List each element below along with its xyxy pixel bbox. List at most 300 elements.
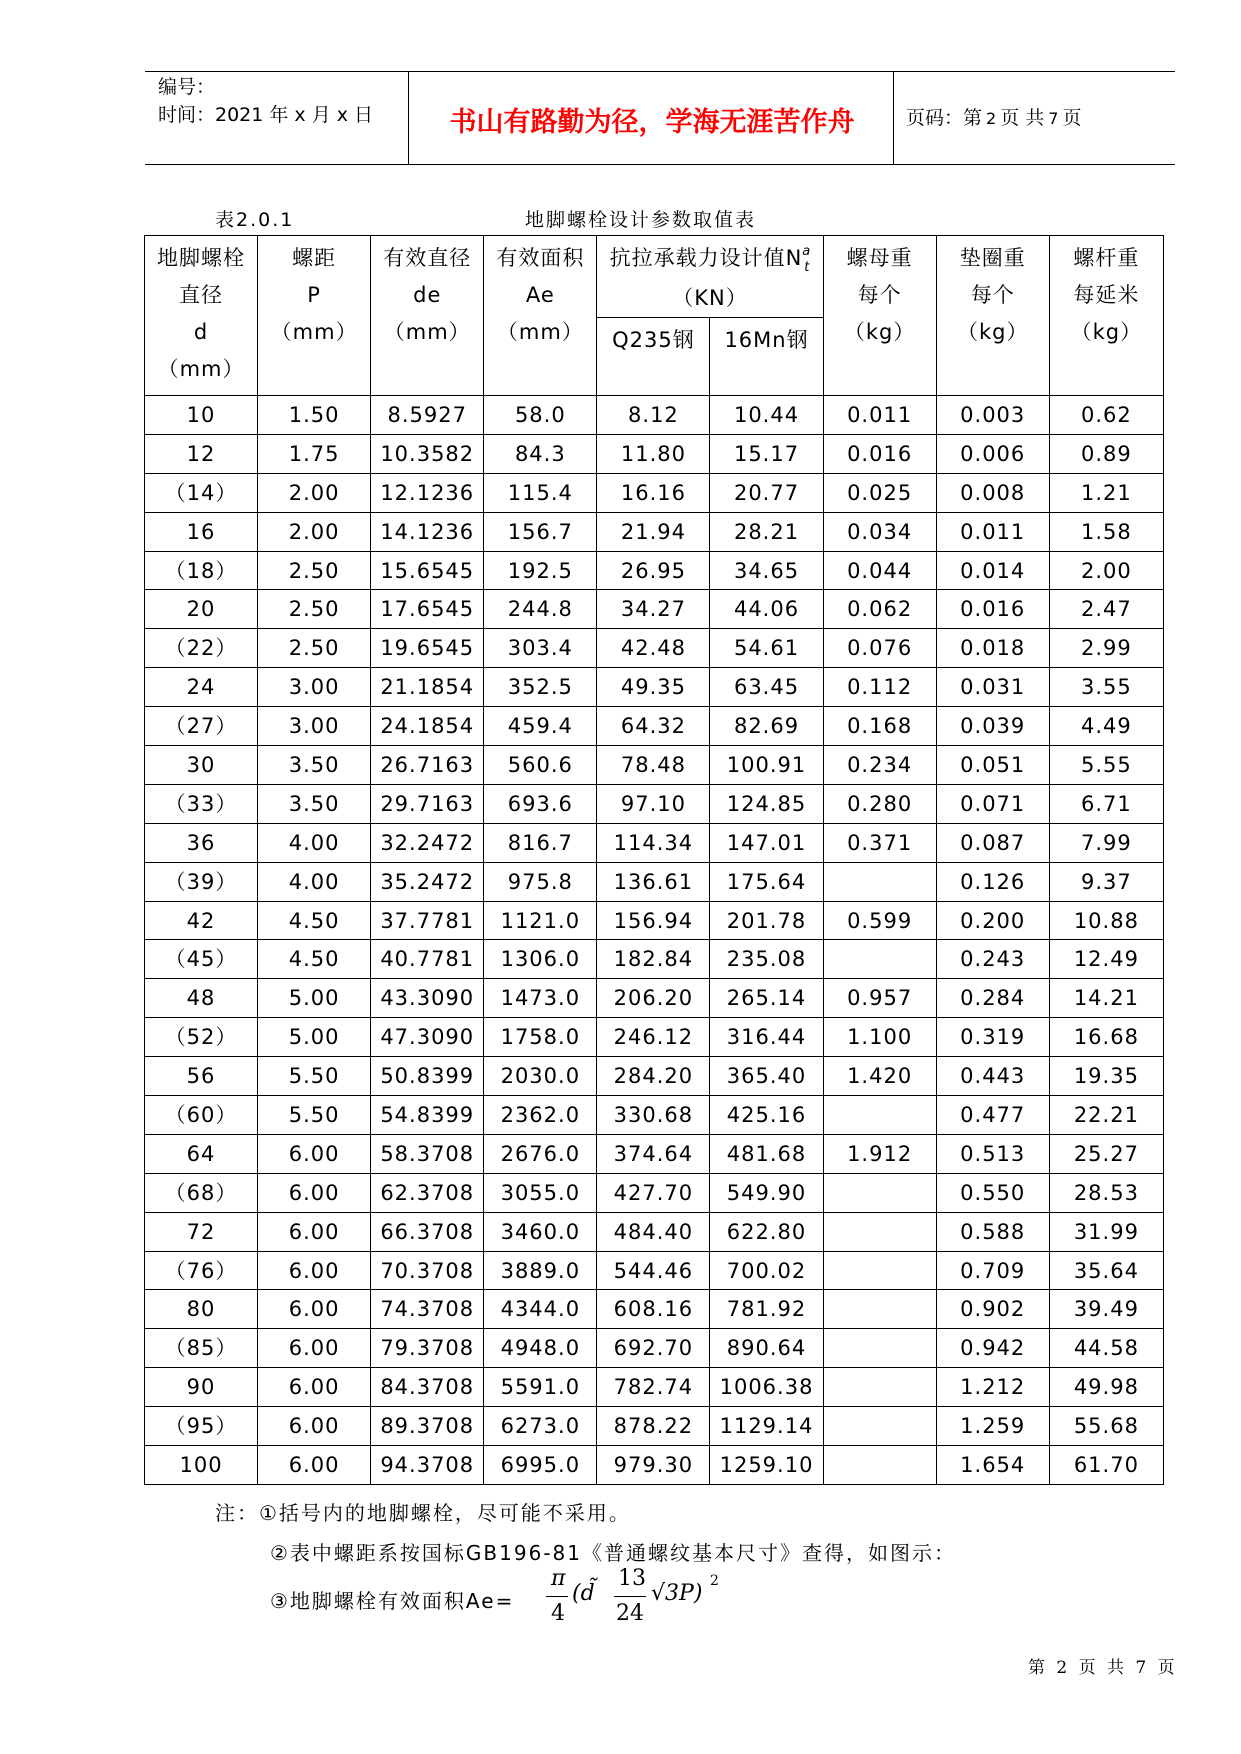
table-cell: 8.5927 <box>371 396 484 435</box>
table-cell: 365.40 <box>710 1057 823 1096</box>
table-row <box>145 1057 1164 1096</box>
table-cell: 0.112 <box>823 668 936 707</box>
page-footer: 第 2 页 共 7 页 <box>1028 1658 1178 1678</box>
table-cell: 49.35 <box>597 668 710 707</box>
table-row <box>145 979 1164 1018</box>
table-cell: 0.902 <box>936 1290 1049 1329</box>
table-cell: 54.61 <box>710 629 823 668</box>
table-cell: 11.80 <box>597 434 710 473</box>
table-cell: 5.55 <box>1049 746 1163 785</box>
header-bottom-rule <box>145 164 1175 165</box>
table-row <box>145 590 1164 629</box>
table-cell: 56 <box>145 1057 258 1096</box>
table-cell: 459.4 <box>484 707 597 746</box>
table-cell: 0.234 <box>823 746 936 785</box>
table-cell: 20.77 <box>710 473 823 512</box>
table-cell: 6.00 <box>258 1407 371 1446</box>
page-mid: 页 共 <box>1000 107 1045 129</box>
table-cell: 62.3708 <box>371 1173 484 1212</box>
table-cell: 15.17 <box>710 434 823 473</box>
table-cell: 700.02 <box>710 1251 823 1290</box>
table-row <box>145 1290 1164 1329</box>
table-cell: 90 <box>145 1368 258 1407</box>
table-cell <box>823 862 936 901</box>
page-prefix: 页码：第 <box>906 107 983 129</box>
table-cell: 10.44 <box>710 396 823 435</box>
table-cell: 100 <box>145 1446 258 1485</box>
table-cell: 6.00 <box>258 1134 371 1173</box>
table-cell: 425.16 <box>710 1096 823 1135</box>
table-row <box>145 1134 1164 1173</box>
table-cell: 1.100 <box>823 1018 936 1057</box>
table-cell: 24 <box>145 668 258 707</box>
note-3: ③地脚螺栓有效面积Ae= <box>270 1589 515 1613</box>
table-cell: 58.3708 <box>371 1134 484 1173</box>
table-cell: 14.1236 <box>371 512 484 551</box>
table-cell <box>823 1212 936 1251</box>
table-cell: 42 <box>145 901 258 940</box>
table-cell: 7.99 <box>1049 823 1163 862</box>
table-cell: 0.942 <box>936 1329 1049 1368</box>
table-row <box>145 396 1164 435</box>
table-cell: 3055.0 <box>484 1173 597 1212</box>
table-cell: 0.014 <box>936 551 1049 590</box>
table-cell: 0.051 <box>936 746 1049 785</box>
table-cell: 66.3708 <box>371 1212 484 1251</box>
table-cell: 49.98 <box>1049 1368 1163 1407</box>
table-cell: 0.319 <box>936 1018 1049 1057</box>
table-cell: 40.7781 <box>371 940 484 979</box>
table-row <box>145 1096 1164 1135</box>
table-cell <box>823 1329 936 1368</box>
table-row <box>145 1329 1164 1368</box>
table-cell: 28.21 <box>710 512 823 551</box>
formula-pi: π <box>551 1566 566 1591</box>
formula-square: 2 <box>710 1573 719 1589</box>
table-cell: 5591.0 <box>484 1368 597 1407</box>
table-cell: 100.91 <box>710 746 823 785</box>
table-cell <box>823 1251 936 1290</box>
table-cell: 878.22 <box>597 1407 710 1446</box>
table-row <box>145 1368 1164 1407</box>
table-cell: 622.80 <box>710 1212 823 1251</box>
table-cell: 2.50 <box>258 551 371 590</box>
table-cell: 31.99 <box>1049 1212 1163 1251</box>
page-current: 2 <box>986 109 997 128</box>
table-cell: 72 <box>145 1212 258 1251</box>
table-cell: 37.7781 <box>371 901 484 940</box>
table-cell: 32.2472 <box>371 823 484 862</box>
tensile-superscript: a <box>802 244 812 259</box>
table-cell: 352.5 <box>484 668 597 707</box>
table-cell: 427.70 <box>597 1173 710 1212</box>
table-cell <box>823 1446 936 1485</box>
table-cell: 4948.0 <box>484 1329 597 1368</box>
header-effective-diameter: 有效直径 de （mm） <box>371 236 484 396</box>
table-row <box>145 551 1164 590</box>
table-cell: 303.4 <box>484 629 597 668</box>
table-cell: 147.01 <box>710 823 823 862</box>
table-cell: 1121.0 <box>484 901 597 940</box>
table-cell: 115.4 <box>484 473 597 512</box>
table-cell: 19.35 <box>1049 1057 1163 1096</box>
table-cell: 2.00 <box>258 473 371 512</box>
table-row <box>145 1407 1164 1446</box>
table-cell: 61.70 <box>1049 1446 1163 1485</box>
table-cell: 89.3708 <box>371 1407 484 1446</box>
table-cell: 4.00 <box>258 823 371 862</box>
header-pitch: 螺距 P （mm） <box>258 236 371 396</box>
table-cell: 484.40 <box>597 1212 710 1251</box>
table-cell: （60） <box>145 1096 258 1135</box>
table-cell: 0.016 <box>936 590 1049 629</box>
formula-fraction-bar-2 <box>614 1596 646 1597</box>
table-cell: 36 <box>145 823 258 862</box>
table-cell: 3.55 <box>1049 668 1163 707</box>
table-cell: 6.00 <box>258 1446 371 1485</box>
table-row <box>145 901 1164 940</box>
table-cell: 6.00 <box>258 1212 371 1251</box>
table-cell: 6.71 <box>1049 784 1163 823</box>
table-cell: 1.75 <box>258 434 371 473</box>
table-cell: 2.50 <box>258 590 371 629</box>
table-cell: 192.5 <box>484 551 597 590</box>
table-cell: 63.45 <box>710 668 823 707</box>
table-cell: 1.50 <box>258 396 371 435</box>
table-cell: （39） <box>145 862 258 901</box>
table-cell: 79.3708 <box>371 1329 484 1368</box>
table-cell: 0.957 <box>823 979 936 1018</box>
table-cell: 6.00 <box>258 1329 371 1368</box>
table-cell: 0.200 <box>936 901 1049 940</box>
table-cell <box>823 1368 936 1407</box>
table-cell: （27） <box>145 707 258 746</box>
table-cell: 39.49 <box>1049 1290 1163 1329</box>
table-cell: 0.168 <box>823 707 936 746</box>
table-cell: 19.6545 <box>371 629 484 668</box>
table-cell: 78.48 <box>597 746 710 785</box>
table-row <box>145 473 1164 512</box>
table-cell: 235.08 <box>710 940 823 979</box>
header-diameter: 地脚螺栓 直径 d （mm） <box>145 236 258 396</box>
table-cell: 0.284 <box>936 979 1049 1018</box>
table-row <box>145 512 1164 551</box>
table-cell: 30 <box>145 746 258 785</box>
table-cell: （14） <box>145 473 258 512</box>
table-cell: 29.7163 <box>371 784 484 823</box>
table-cell: 0.62 <box>1049 396 1163 435</box>
header-rod-weight: 螺杆重 每延米 （kg） <box>1049 236 1163 396</box>
table-cell: 0.034 <box>823 512 936 551</box>
header-washer-weight: 垫圈重 每个 （kg） <box>936 236 1049 396</box>
table-cell: 0.011 <box>823 396 936 435</box>
header-page-indicator <box>906 103 1081 130</box>
table-cell: 316.44 <box>710 1018 823 1057</box>
table-cell: 0.003 <box>936 396 1049 435</box>
table-cell: （85） <box>145 1329 258 1368</box>
table-cell: 47.3090 <box>371 1018 484 1057</box>
page-total: 7 <box>1048 109 1059 128</box>
table-cell: 0.371 <box>823 823 936 862</box>
table-cell: 12 <box>145 434 258 473</box>
table-cell: 34.65 <box>710 551 823 590</box>
header-divider-right <box>893 71 894 165</box>
table-cell: 0.031 <box>936 668 1049 707</box>
table-row <box>145 629 1164 668</box>
table-cell: 2.47 <box>1049 590 1163 629</box>
table-cell: 0.008 <box>936 473 1049 512</box>
table-cell: 28.53 <box>1049 1173 1163 1212</box>
table-cell: 1.58 <box>1049 512 1163 551</box>
table-cell: 0.011 <box>936 512 1049 551</box>
table-cell: 17.6545 <box>371 590 484 629</box>
table-cell: 374.64 <box>597 1134 710 1173</box>
table-cell: 6.00 <box>258 1368 371 1407</box>
table-cell: 2362.0 <box>484 1096 597 1135</box>
formula-open: (d̃ <box>572 1581 595 1606</box>
table-cell: 0.062 <box>823 590 936 629</box>
table-cell: 21.94 <box>597 512 710 551</box>
table-cell: 6.00 <box>258 1290 371 1329</box>
document-number-label: 编号： <box>158 76 216 98</box>
table-cell: 44.06 <box>710 590 823 629</box>
table-cell: 24.1854 <box>371 707 484 746</box>
table-row <box>145 668 1164 707</box>
table-cell: 1.420 <box>823 1057 936 1096</box>
table-row <box>145 784 1164 823</box>
table-cell: 0.89 <box>1049 434 1163 473</box>
table-cell: 5.50 <box>258 1057 371 1096</box>
table-cell: 0.039 <box>936 707 1049 746</box>
table-cell: 2.99 <box>1049 629 1163 668</box>
table-row <box>145 707 1164 746</box>
table-cell: 979.30 <box>597 1446 710 1485</box>
table-cell: 35.2472 <box>371 862 484 901</box>
table-cell: 1.654 <box>936 1446 1049 1485</box>
table-cell: 9.37 <box>1049 862 1163 901</box>
table-row <box>145 434 1164 473</box>
table-cell: （33） <box>145 784 258 823</box>
header-effective-area: 有效面积 Ae （mm） <box>484 236 597 396</box>
table-row <box>145 1212 1164 1251</box>
table-cell: 175.64 <box>710 862 823 901</box>
table-number: 表2.0.1 <box>215 209 295 231</box>
table-cell: 608.16 <box>597 1290 710 1329</box>
table-cell: 70.3708 <box>371 1251 484 1290</box>
table-cell: 560.6 <box>484 746 597 785</box>
table-cell: 782.74 <box>597 1368 710 1407</box>
table-row <box>145 1446 1164 1485</box>
table-row <box>145 1251 1164 1290</box>
table-cell: 1129.14 <box>710 1407 823 1446</box>
table-cell: 1473.0 <box>484 979 597 1018</box>
table-cell: 0.044 <box>823 551 936 590</box>
table-cell: 50.8399 <box>371 1057 484 1096</box>
table-cell: 82.69 <box>710 707 823 746</box>
table-cell: 693.6 <box>484 784 597 823</box>
table-cell: 54.8399 <box>371 1096 484 1135</box>
table-cell: 21.1854 <box>371 668 484 707</box>
table-cell: 4.50 <box>258 940 371 979</box>
table-cell: 692.70 <box>597 1329 710 1368</box>
table-cell: 0.599 <box>823 901 936 940</box>
table-cell: 975.8 <box>484 862 597 901</box>
table-cell: 16.16 <box>597 473 710 512</box>
table-cell: （18） <box>145 551 258 590</box>
table-cell: 26.95 <box>597 551 710 590</box>
table-cell: 206.20 <box>597 979 710 1018</box>
table-cell: 3.50 <box>258 784 371 823</box>
formula-thirteen: 13 <box>618 1566 646 1591</box>
table-cell: 16 <box>145 512 258 551</box>
table-cell: 35.64 <box>1049 1251 1163 1290</box>
table-cell: 1006.38 <box>710 1368 823 1407</box>
table-cell: 1306.0 <box>484 940 597 979</box>
table-cell: 1.259 <box>936 1407 1049 1446</box>
table-row <box>145 862 1164 901</box>
table-cell: 3.00 <box>258 668 371 707</box>
table-cell: 58.0 <box>484 396 597 435</box>
table-cell: 15.6545 <box>371 551 484 590</box>
table-cell: （76） <box>145 1251 258 1290</box>
table-cell: 44.58 <box>1049 1329 1163 1368</box>
table-cell: 0.477 <box>936 1096 1049 1135</box>
table-cell: 265.14 <box>710 979 823 1018</box>
table-cell: 12.49 <box>1049 940 1163 979</box>
formula-twentyfour: 24 <box>616 1601 644 1626</box>
table-cell: 80 <box>145 1290 258 1329</box>
table-cell: （52） <box>145 1018 258 1057</box>
table-cell: 156.94 <box>597 901 710 940</box>
table-cell: 42.48 <box>597 629 710 668</box>
table-cell: 890.64 <box>710 1329 823 1368</box>
table-cell: 1.21 <box>1049 473 1163 512</box>
header-motto: 书山有路勤为径，学海无涯苦作舟 <box>449 107 855 138</box>
table-cell: 0.016 <box>823 434 936 473</box>
table-cell <box>823 940 936 979</box>
note-2: ②表中螺距系按国标GB196-81《普通螺纹基本尺寸》查得，如图示： <box>270 1541 956 1565</box>
table-cell: 97.10 <box>597 784 710 823</box>
table-cell: 4.00 <box>258 862 371 901</box>
table-cell <box>823 1173 936 1212</box>
table-cell: 114.34 <box>597 823 710 862</box>
page-suffix: 页 <box>1062 107 1082 129</box>
header-tensile-capacity: 抗拉承载力设计值$N^a_t$ （KN） <box>597 236 823 318</box>
table-cell: 84.3708 <box>371 1368 484 1407</box>
header-divider-left <box>408 71 409 165</box>
table-cell: 6.00 <box>258 1173 371 1212</box>
table-cell: 10.3582 <box>371 434 484 473</box>
table-cell: 5.00 <box>258 1018 371 1057</box>
table-cell: 3889.0 <box>484 1251 597 1290</box>
table-cell: 0.071 <box>936 784 1049 823</box>
table-cell: 0.087 <box>936 823 1049 862</box>
table-row <box>145 746 1164 785</box>
table-cell: 3460.0 <box>484 1212 597 1251</box>
table-cell: 25.27 <box>1049 1134 1163 1173</box>
header-info <box>158 73 373 129</box>
table-cell: 55.68 <box>1049 1407 1163 1446</box>
table-cell: 6273.0 <box>484 1407 597 1446</box>
table-cell: 0.280 <box>823 784 936 823</box>
table-cell: 481.68 <box>710 1134 823 1173</box>
table-cell: 136.61 <box>597 862 710 901</box>
formula-root: √3P) <box>651 1581 703 1606</box>
table-cell: 64 <box>145 1134 258 1173</box>
table-row <box>145 940 1164 979</box>
table-cell: 816.7 <box>484 823 597 862</box>
table-cell: 2.00 <box>1049 551 1163 590</box>
table-cell: 34.27 <box>597 590 710 629</box>
table-cell: 6995.0 <box>484 1446 597 1485</box>
table-cell: 1259.10 <box>710 1446 823 1485</box>
table-cell: 14.21 <box>1049 979 1163 1018</box>
header-16mn: 16Mn钢 <box>710 318 823 396</box>
table-cell: 2030.0 <box>484 1057 597 1096</box>
table-cell: 0.443 <box>936 1057 1049 1096</box>
table-cell: 6.00 <box>258 1251 371 1290</box>
table-row <box>145 1173 1164 1212</box>
formula-four: 4 <box>551 1601 565 1626</box>
table-cell: 284.20 <box>597 1057 710 1096</box>
table-cell: 16.68 <box>1049 1018 1163 1057</box>
table-cell: 201.78 <box>710 901 823 940</box>
table-row <box>145 1018 1164 1057</box>
table-cell: 3.50 <box>258 746 371 785</box>
table-cell: 10.88 <box>1049 901 1163 940</box>
table-cell: 0.126 <box>936 862 1049 901</box>
table-cell: 10 <box>145 396 258 435</box>
table-cell: 43.3090 <box>371 979 484 1018</box>
table-cell: 0.018 <box>936 629 1049 668</box>
document-date: 时间：2021 年 x 月 x 日 <box>158 104 374 126</box>
anchor-bolt-parameter-table <box>144 235 1164 1485</box>
header-top-rule <box>145 71 1175 72</box>
table-cell: 781.92 <box>710 1290 823 1329</box>
table-cell: 0.709 <box>936 1251 1049 1290</box>
table-cell: 246.12 <box>597 1018 710 1057</box>
table-cell: 48 <box>145 979 258 1018</box>
table-cell: （95） <box>145 1407 258 1446</box>
table-title: 地脚螺栓设计参数取值表 <box>525 209 757 231</box>
table-cell: 0.550 <box>936 1173 1049 1212</box>
table-body <box>145 396 1164 1485</box>
table-cell: 330.68 <box>597 1096 710 1135</box>
table-cell: 156.7 <box>484 512 597 551</box>
table-cell: 22.21 <box>1049 1096 1163 1135</box>
table-cell: （45） <box>145 940 258 979</box>
table-cell: 4.50 <box>258 901 371 940</box>
formula-fraction-bar-1 <box>546 1596 568 1597</box>
table-cell: 2676.0 <box>484 1134 597 1173</box>
table-cell: 4.49 <box>1049 707 1163 746</box>
tensile-subscript: t <box>804 260 811 275</box>
table-cell: 1.212 <box>936 1368 1049 1407</box>
note-1: 注：①括号内的地脚螺栓，尽可能不采用。 <box>215 1501 631 1525</box>
table-cell: 26.7163 <box>371 746 484 785</box>
table-cell: 1.912 <box>823 1134 936 1173</box>
table-cell: 5.50 <box>258 1096 371 1135</box>
table-cell: 4344.0 <box>484 1290 597 1329</box>
header-nut-weight: 螺母重 每个 （kg） <box>823 236 936 396</box>
table-cell: 20 <box>145 590 258 629</box>
table-cell: 5.00 <box>258 979 371 1018</box>
table-row <box>145 823 1164 862</box>
table-cell: 0.513 <box>936 1134 1049 1173</box>
table-cell: 84.3 <box>484 434 597 473</box>
table-cell <box>823 1407 936 1446</box>
table-cell: （68） <box>145 1173 258 1212</box>
